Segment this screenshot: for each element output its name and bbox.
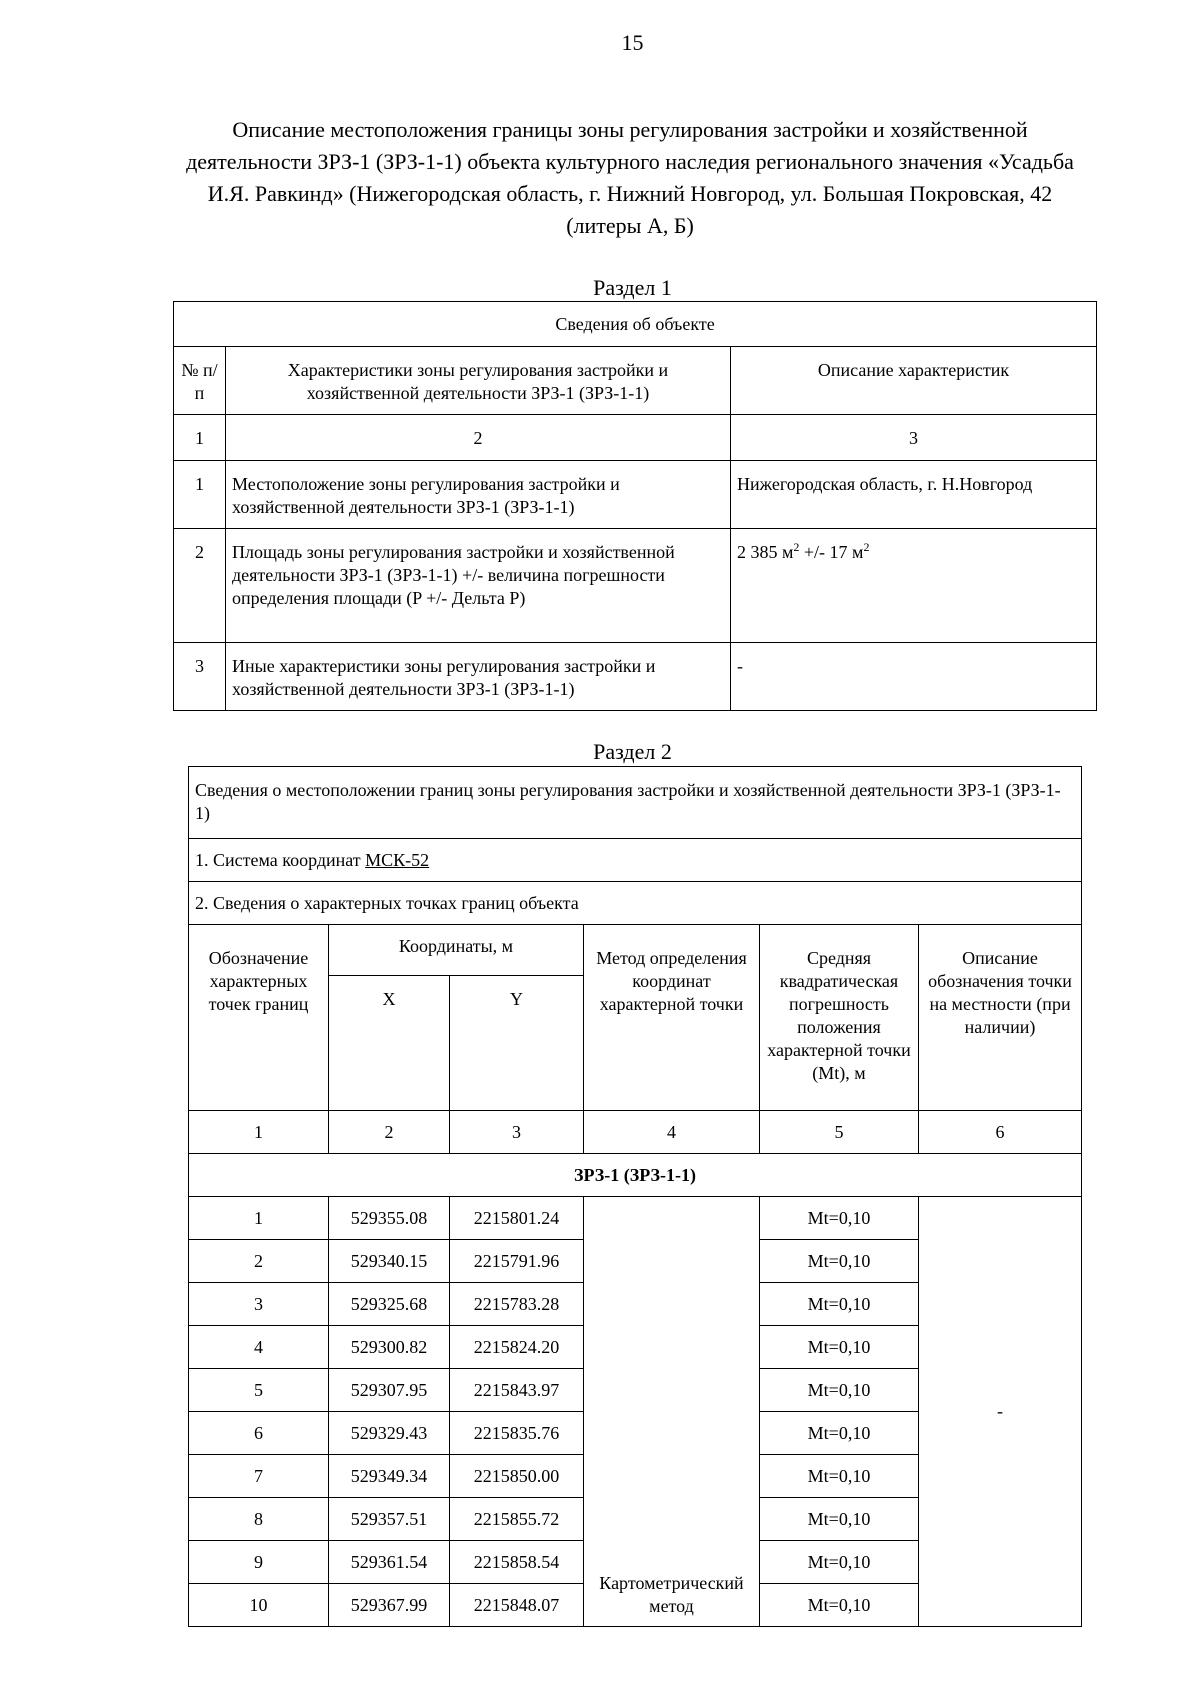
row-value: Нижегородская область, г. Н.Новгород [731, 461, 1097, 529]
table-row [174, 529, 1097, 643]
table-row [174, 643, 1097, 711]
col-header-characteristics: Характеристики зоны регулирования застройки и хозяйственной деятельности ЗРЗ-1 (ЗРЗ-1-1) [226, 347, 731, 415]
point-id: 8 [189, 1498, 329, 1541]
row-characteristic: Площадь зоны регулирования застройки и хозяйственной деятельности ЗРЗ-1 (ЗРЗ-1-1) +/- величина погрешности определения площади (P +/- Дельта P) [226, 529, 731, 643]
point-id: 7 [189, 1455, 329, 1498]
coord-system-link[interactable]: МСК-52 [365, 849, 430, 870]
point-id: 9 [189, 1541, 329, 1584]
point-mt: Mt=0,10 [760, 1455, 919, 1498]
col-header-description: Описание характеристик [731, 347, 1097, 415]
point-y: 2215848.07 [450, 1584, 584, 1627]
col-number: 1 [189, 1111, 329, 1154]
coord-system-label: 1. Система координат [195, 849, 366, 870]
point-mt: Mt=0,10 [760, 1369, 919, 1412]
header-method: Метод определения координат характерной точки [584, 925, 760, 1111]
point-id: 3 [189, 1283, 329, 1326]
col-number: 1 [174, 415, 226, 461]
point-x: 529329.43 [329, 1412, 450, 1455]
header-y: Y [450, 976, 584, 1111]
section2-heading: Раздел 2 [593, 739, 672, 764]
point-mt: Mt=0,10 [760, 1326, 919, 1369]
header-designation: Обозначение характерных точек границ [189, 925, 329, 1111]
point-y: 2215855.72 [450, 1498, 584, 1541]
zone-label: ЗРЗ-1 (ЗРЗ-1-1) [189, 1154, 1082, 1197]
point-x: 529367.99 [329, 1584, 450, 1627]
point-id: 4 [189, 1326, 329, 1369]
header-coordinates: Координаты, м [329, 925, 584, 976]
tolerance-unit-exponent: 2 [863, 540, 870, 554]
point-id: 10 [189, 1584, 329, 1627]
row-number: 1 [174, 461, 226, 529]
row-number: 3 [174, 643, 226, 711]
page-number: 15 [621, 30, 644, 55]
point-mt: Mt=0,10 [760, 1240, 919, 1283]
point-mt: Mt=0,10 [760, 1584, 919, 1627]
point-y: 2215835.76 [450, 1412, 584, 1455]
header-description: Описание обозначения точки на местности (при наличии) [919, 925, 1082, 1111]
point-mt: Mt=0,10 [760, 1412, 919, 1455]
point-id: 6 [189, 1412, 329, 1455]
point-mt: Mt=0,10 [760, 1498, 919, 1541]
point-id: 5 [189, 1369, 329, 1412]
point-x: 529307.95 [329, 1369, 450, 1412]
col-number: 4 [584, 1111, 760, 1154]
document-title: Описание местоположения границы зоны регулирования застройки и хозяйственной деятельности ЗРЗ-1 (ЗРЗ-1-1) объекта культурного наследия регионального значения «Усадьба И.Я. Равкинд» (Нижегородская область, г. Нижний Новгород, ул. Большая Покровская, 42 (литеры А, Б) [186, 117, 1074, 238]
row-number: 2 [174, 529, 226, 643]
point-y: 2215858.54 [450, 1541, 584, 1584]
point-x: 529361.54 [329, 1541, 450, 1584]
section1-heading: Раздел 1 [593, 275, 672, 300]
point-y: 2215801.24 [450, 1197, 584, 1240]
coordinate-system [189, 839, 1082, 882]
row-characteristic: Местоположение зоны регулирования застройки и хозяйственной деятельности ЗРЗ-1 (ЗРЗ-1-1) [226, 461, 731, 529]
table-row [189, 1197, 1082, 1240]
point-x: 529300.82 [329, 1326, 450, 1369]
point-x: 529349.34 [329, 1455, 450, 1498]
area-value: 2 385 м [737, 542, 794, 562]
boundary-info-title: Сведения о местоположении границ зоны регулирования застройки и хозяйственной деятельности ЗРЗ-1 (ЗРЗ-1-1) [189, 767, 1082, 839]
point-y: 2215843.97 [450, 1369, 584, 1412]
point-x: 529357.51 [329, 1498, 450, 1541]
area-tolerance: +/- 17 м [799, 542, 864, 562]
table-row [174, 461, 1097, 529]
row-value: - [731, 643, 1097, 711]
col-number: 2 [226, 415, 731, 461]
boundary-points-table [188, 766, 1082, 1627]
header-error: Средняя квадратическая погрешность положения характерной точки (Mt), м [760, 925, 919, 1111]
col-number: 3 [450, 1111, 584, 1154]
point-mt: Mt=0,10 [760, 1197, 919, 1240]
area-unit-exponent: 2 [793, 540, 800, 554]
point-id: 2 [189, 1240, 329, 1283]
point-y: 2215850.00 [450, 1455, 584, 1498]
col-number: 3 [731, 415, 1097, 461]
points-info-label: 2. Сведения о характерных точках границ объекта [189, 882, 1082, 925]
col-number: 2 [329, 1111, 450, 1154]
object-info-table [173, 301, 1097, 711]
row-characteristic: Иные характеристики зоны регулирования застройки и хозяйственной деятельности ЗРЗ-1 (ЗРЗ-1-1) [226, 643, 731, 711]
method-value: Картометрический метод [584, 1197, 760, 1627]
point-x: 529325.68 [329, 1283, 450, 1326]
point-mt: Mt=0,10 [760, 1541, 919, 1584]
object-info-title: Сведения об объекте [174, 302, 1097, 347]
point-y: 2215824.20 [450, 1326, 584, 1369]
point-x: 529355.08 [329, 1197, 450, 1240]
row-value [731, 529, 1097, 643]
header-x: X [329, 976, 450, 1111]
description-value: - [919, 1197, 1082, 1627]
point-id: 1 [189, 1197, 329, 1240]
col-number: 6 [919, 1111, 1082, 1154]
point-x: 529340.15 [329, 1240, 450, 1283]
col-number: 5 [760, 1111, 919, 1154]
col-header-number: № п/п [174, 347, 226, 415]
point-y: 2215791.96 [450, 1240, 584, 1283]
point-y: 2215783.28 [450, 1283, 584, 1326]
point-mt: Mt=0,10 [760, 1283, 919, 1326]
